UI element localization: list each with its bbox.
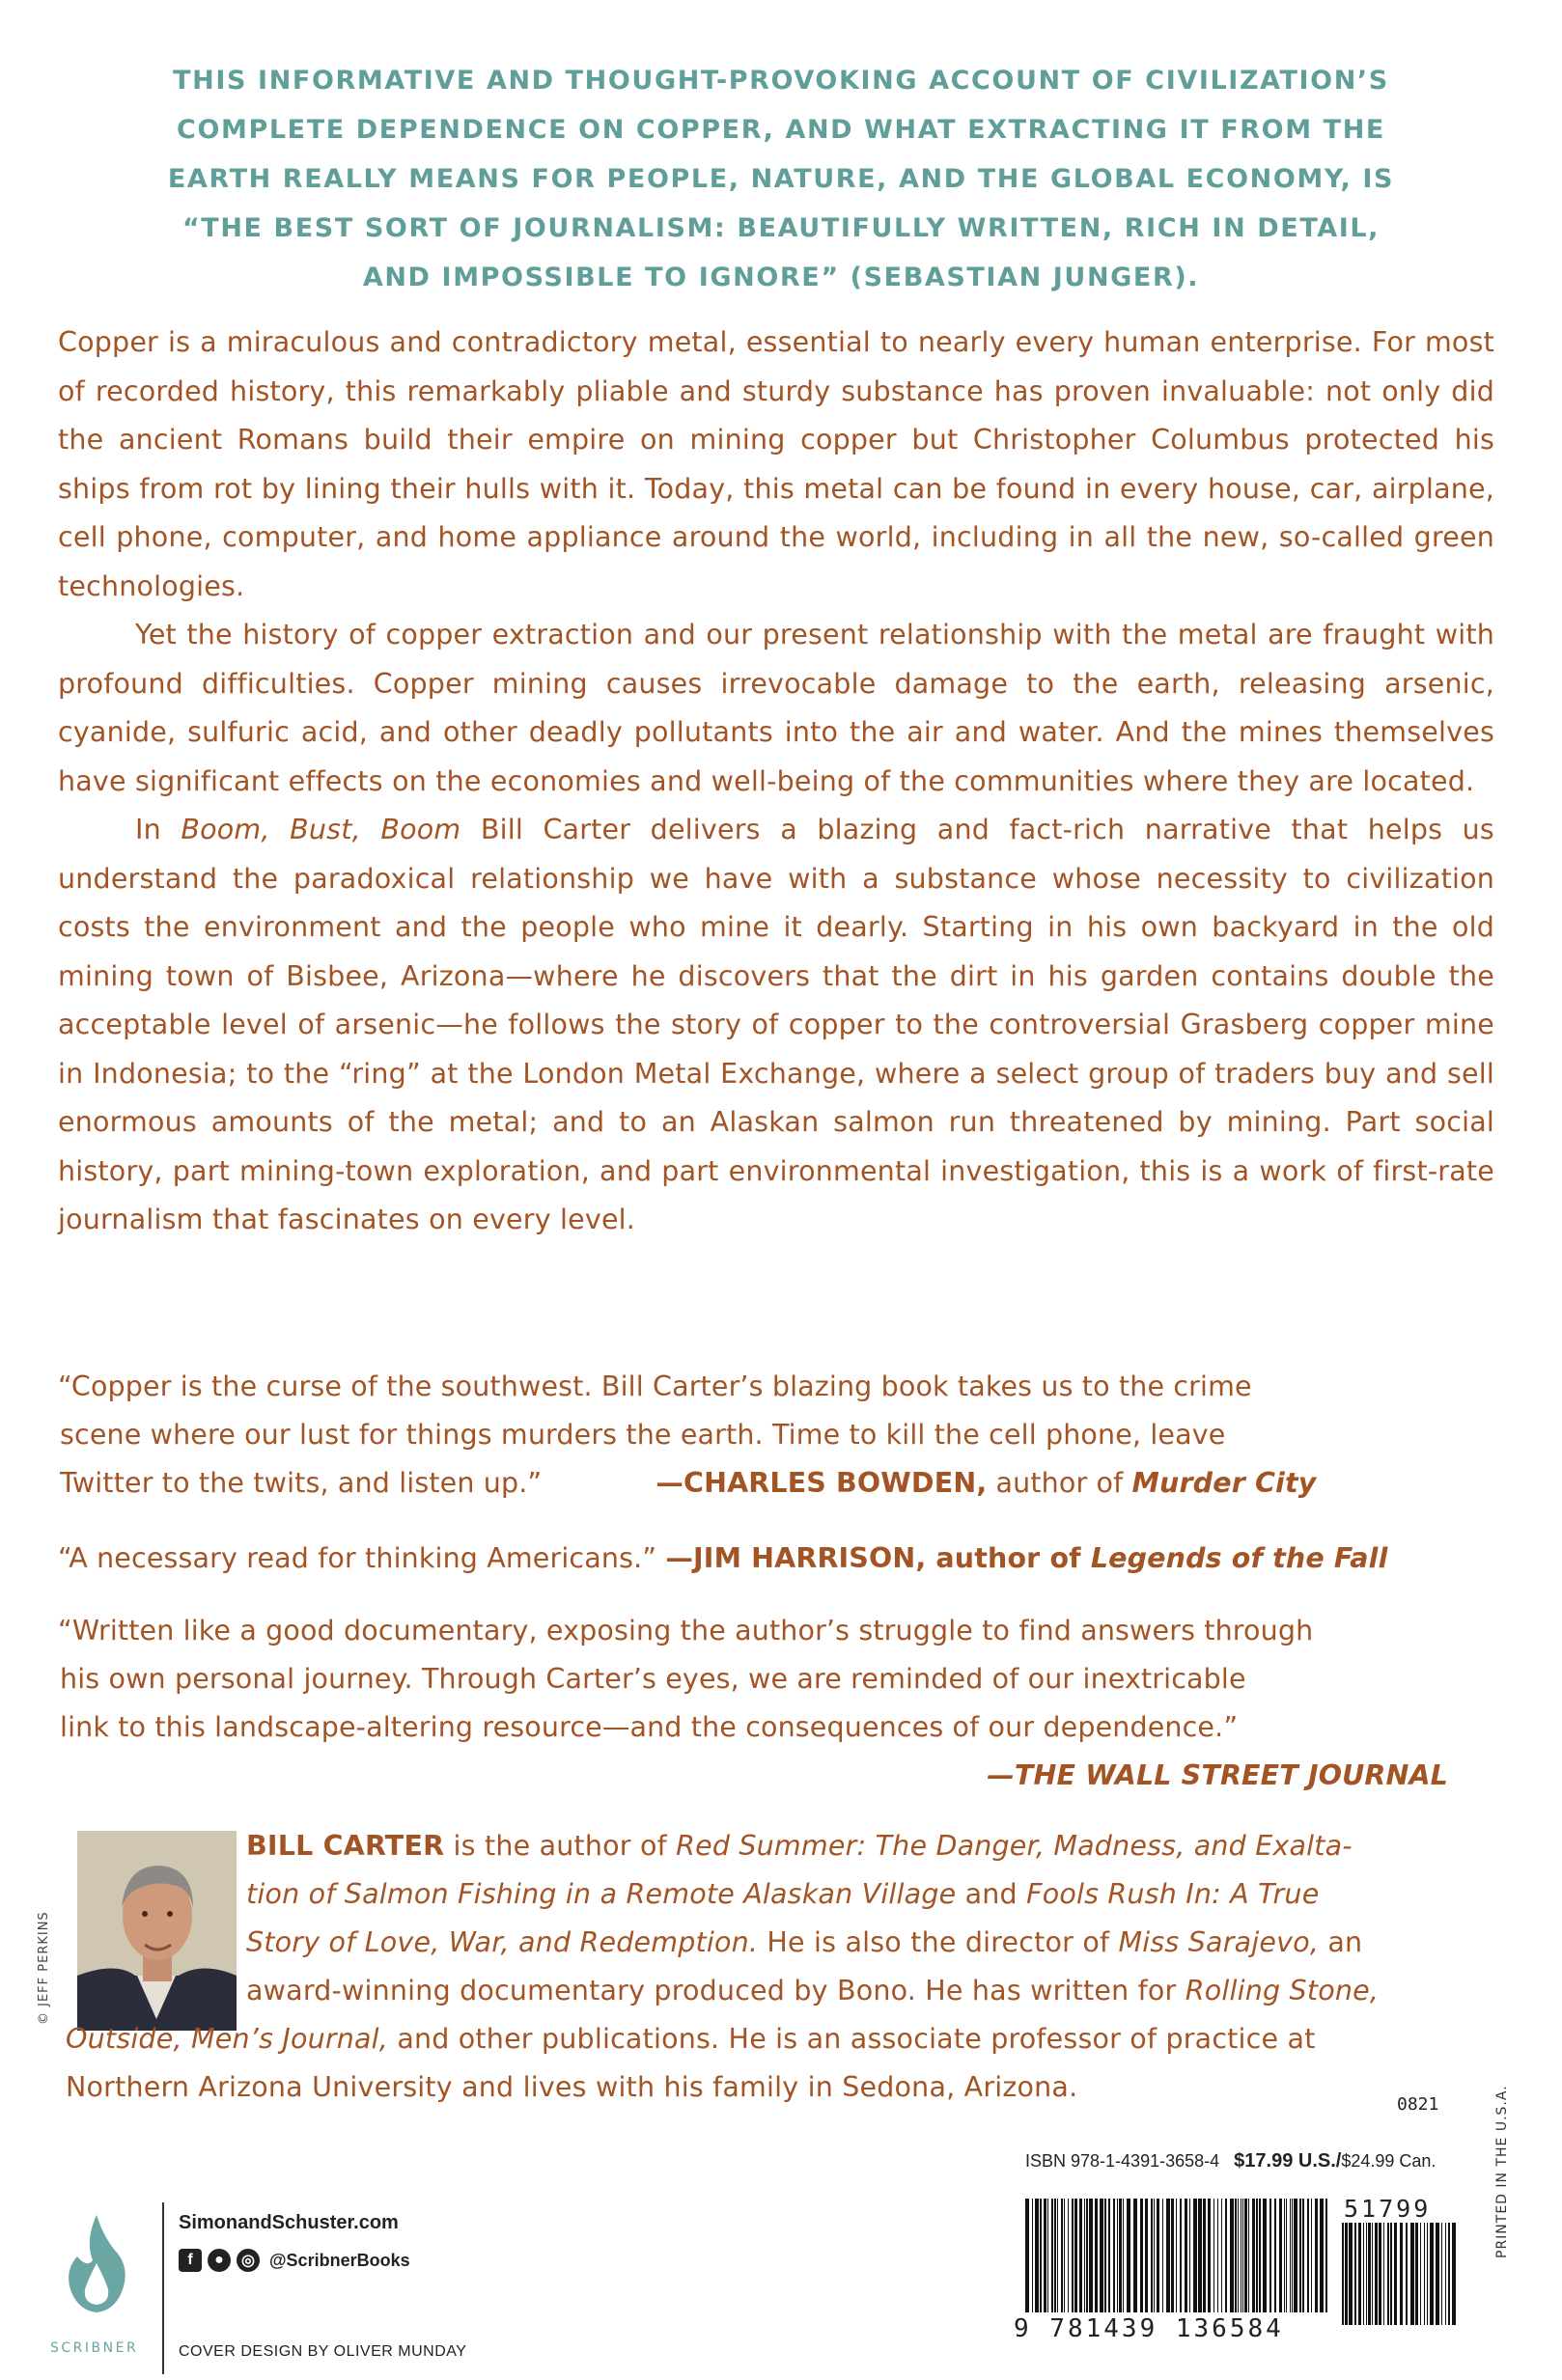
barcode-bar [1358, 2223, 1361, 2325]
barcode-bar [1104, 2199, 1106, 2312]
barcode-bar [1383, 2223, 1384, 2325]
barcode-bar [1242, 2199, 1243, 2312]
publisher-divider [162, 2202, 164, 2374]
barcode-bar [1290, 2199, 1291, 2312]
barcode-bar [1415, 2223, 1418, 2325]
barcode-bar [1427, 2223, 1428, 2325]
barcode-bar [1025, 2199, 1029, 2312]
barcode-bar [1299, 2199, 1301, 2312]
twitter-icon: ● [208, 2249, 231, 2272]
quote-author: —JIM HARRISON, author of [665, 1542, 1091, 1574]
barcode-bar [1171, 2199, 1174, 2312]
barcode-bar [1235, 2199, 1237, 2312]
headline-line: COMPLETE DEPENDENCE ON COPPER, AND WHAT EXTRACTING IT FROM THE [177, 115, 1385, 145]
barcode-bar [1292, 2199, 1293, 2312]
barcode-bar [1189, 2199, 1190, 2312]
bio-line: award-winning documentary produced by Bono. He has written for Rolling Stone, [246, 1975, 1380, 2006]
barcode-bar [1244, 2199, 1247, 2312]
quote-line: Twitter to the twits, and listen up.” —CHARLES BOWDEN, author of Murder City [60, 1467, 1317, 1499]
barcode-bar [1284, 2199, 1285, 2312]
description-paragraph-1: Copper is a miraculous and contradictory metal, essential to nearly every human enterprise. For most of recorded history, this remarkably pliable and sturdy substance has proven invaluable: not only did the ancient Romans build their empire on mining copper but Christopher Columbus protected his ships from rot by lining their hulls with it. Today, this metal can be found in every house, car, airplane, cell phone, computer, and home appliance around the world, including in all the new, so-called green technologies. [58, 326, 1494, 602]
barcode-bar [1133, 2199, 1137, 2312]
barcode-bar [1441, 2223, 1442, 2325]
barcode-bar [1230, 2199, 1234, 2312]
barcode-bar [1151, 2199, 1153, 2312]
quote-line: “Written like a good documentary, exposing the author’s struggle to find answers through [58, 1615, 1314, 1647]
isbn-price-line [1025, 2150, 1436, 2172]
barcode-bar [1057, 2199, 1058, 2312]
barcode-bar [1145, 2199, 1148, 2312]
bio-line: Northern Arizona University and lives with his family in Sedona, Arizona. [66, 2071, 1078, 2103]
barcode-bar [1079, 2199, 1082, 2312]
barcode-bar [1074, 2199, 1077, 2312]
barcode-bar [1203, 2199, 1206, 2312]
barcode-bar [1176, 2199, 1177, 2312]
quote-book: Legends of the Fall [1090, 1542, 1388, 1574]
barcode-bar [1154, 2199, 1155, 2312]
barcode-bar [1248, 2199, 1249, 2312]
barcode-bar [1372, 2223, 1373, 2325]
barcode-bar [1375, 2223, 1378, 2325]
barcode-bar [1068, 2199, 1069, 2312]
barcode-bar [1279, 2199, 1282, 2312]
quote-line: “A necessary read for thinking Americans.” —JIM HARRISON, author of Legends of the Fall [58, 1542, 1388, 1574]
book-description [58, 318, 1494, 1245]
barcode-bar [1325, 2199, 1327, 2312]
social-links [179, 2249, 410, 2272]
barcode-icon [1025, 2199, 1332, 2312]
barcode-bar [1256, 2199, 1258, 2312]
barcode-bar [1221, 2199, 1222, 2312]
barcode-bar [1424, 2223, 1425, 2325]
barcode-bar [1379, 2223, 1381, 2325]
barcode-bar [1198, 2199, 1202, 2312]
price-can: $24.99 Can. [1341, 2151, 1436, 2171]
headline-line: AND IMPOSSIBLE TO IGNORE” (SEBASTIAN JUNGER). [362, 263, 1200, 292]
bio-line: Outside, Men’s Journal, and other publications. He is an associate professor of practice at [66, 2023, 1316, 2055]
author-name: BILL CARTER [246, 1830, 445, 1862]
headline-line: THIS INFORMATIVE AND THOUGHT-PROVOKING ACCOUNT OF CIVILIZATION’S [173, 66, 1389, 96]
barcode-bar [1047, 2199, 1048, 2312]
barcode-bar [1286, 2199, 1287, 2312]
barcode-bar [1061, 2199, 1063, 2312]
author-bio [66, 1822, 1501, 2112]
barcode-bar [1213, 2199, 1214, 2312]
barcode-bar [1054, 2199, 1056, 2312]
author-photo [77, 1831, 237, 2031]
barcode-bar [1064, 2199, 1065, 2312]
quote-line: “Copper is the curse of the southwest. Bill Carter’s blazing book takes us to the crime [58, 1370, 1252, 1402]
barcode-bar [1089, 2199, 1093, 2312]
barcode-bar [1086, 2199, 1088, 2312]
scribner-flame-logo-icon [58, 2210, 135, 2326]
barcode-bar [1217, 2199, 1218, 2312]
barcode-bar [1263, 2199, 1267, 2312]
price-us: $17.99 U.S./ [1234, 2150, 1342, 2172]
barcode-bar [1193, 2199, 1197, 2312]
barcode-bar [1311, 2199, 1312, 2312]
instagram-icon: ◎ [237, 2249, 260, 2272]
barcode-bar [1127, 2199, 1130, 2312]
barcode-bar [1140, 2199, 1143, 2312]
barcode-bar [1410, 2223, 1414, 2325]
barcode-bar [1400, 2223, 1403, 2325]
barcode-bar [1117, 2199, 1118, 2312]
bio-line: BILL CARTER is the author of Red Summer: The Danger, Madness, and Exalta- [246, 1830, 1353, 1862]
blurb-bowden [58, 1363, 1506, 1508]
barcode-bar [1269, 2199, 1271, 2312]
barcode-bar [1307, 2199, 1309, 2312]
barcode-bar [1452, 2223, 1456, 2325]
barcode-bar [1349, 2223, 1353, 2325]
barcode-bar [1448, 2223, 1450, 2325]
barcode-bar [1320, 2199, 1324, 2312]
barcode-bar [1252, 2199, 1255, 2312]
quote-book: Murder City [1131, 1467, 1317, 1499]
quote-source: —THE WALL STREET JOURNAL [987, 1759, 1448, 1791]
publisher-logo-text: SCRIBNER [50, 2340, 139, 2356]
barcode-bar [1032, 2199, 1033, 2312]
barcode-bar [1113, 2199, 1115, 2312]
price-code: 0821 [1397, 2094, 1439, 2115]
barcode-bar [1040, 2199, 1042, 2312]
barcode-bar [1394, 2223, 1397, 2325]
barcode-bar [1051, 2199, 1053, 2312]
barcode-bar [1302, 2199, 1304, 2312]
barcode-bar [1225, 2199, 1227, 2312]
barcode-bar [1185, 2199, 1187, 2312]
barcode-bar [1108, 2199, 1110, 2312]
barcode-bar [1035, 2199, 1039, 2312]
barcode-bar [1072, 2199, 1074, 2312]
quote-author: —CHARLES BOWDEN, [655, 1467, 988, 1499]
cover-headline [39, 56, 1523, 302]
publisher-website: SimonandSchuster.com [179, 2212, 399, 2233]
barcode-bar [1162, 2199, 1163, 2312]
barcode-bar [1315, 2199, 1318, 2312]
headline-line: “THE BEST SORT OF JOURNALISM: BEAUTIFULLY WRITTEN, RICH IN DETAIL, [181, 213, 1381, 243]
barcode-bar [1445, 2223, 1446, 2325]
barcode-bar [1084, 2199, 1085, 2312]
barcode-bar [1363, 2223, 1364, 2325]
printed-in-label: PRINTED IN THE U.S.A. [1494, 2085, 1510, 2258]
barcode-bar [1274, 2199, 1276, 2312]
barcode-bar [1180, 2199, 1182, 2312]
barcode-bar [1406, 2223, 1408, 2325]
blurb-harrison [58, 1535, 1506, 1583]
barcode-bar [1420, 2223, 1421, 2325]
barcode-bar [1294, 2199, 1297, 2312]
headline-line: EARTH REALLY MEANS FOR PEOPLE, NATURE, AND THE GLOBAL ECONOMY, IS [167, 164, 1395, 194]
blurb-wsj [58, 1607, 1506, 1800]
photo-credit: © JEFF PERKINS [37, 1911, 51, 2025]
barcode-bar [1342, 2223, 1344, 2325]
barcode-digits: 9 781439 136584 [1014, 2314, 1284, 2343]
quote-line: scene where our lust for things murders the earth. Time to kill the cell phone, leave [60, 1419, 1226, 1451]
barcode-bar [1354, 2223, 1356, 2325]
barcode-bar [1436, 2223, 1439, 2325]
barcode-bar [1157, 2199, 1159, 2312]
description-paragraph-3: In Boom, Bust, Boom Bill Carter delivers a blazing and fact-rich narrative that helps us understand the paradoxical relationship we have with a substance whose necessity to civilization costs the environment and the people who mine it dearly. Starting in his own backyard in the old mining town of Bisbee, Arizona—where he discovers that the dirt in his garden contains double the acceptable level of arsenic—he follows the story of copper to the controversial Grasberg copper mine in Indonesia; to the “ring” at the London Metal Exchange, where a select group of traders buy and sell enormous amounts of the metal; and to an Alaskan salmon run threatened by mining. Part social history, part mining-town exploration, and part environmental investigation, this is a work of first-rate journalism that fascinates on every level. [58, 814, 1494, 1235]
barcode-bar [1366, 2223, 1367, 2325]
barcode-bar [1166, 2199, 1170, 2312]
barcode-bar [1390, 2223, 1392, 2325]
author-portrait-image [77, 1831, 237, 2031]
barcode-addon-icon [1342, 2223, 1458, 2325]
bio-line: tion of Salmon Fishing in a Remote Alaskan Village and Fools Rush In: A True [246, 1878, 1320, 1910]
barcode-bar [1430, 2223, 1434, 2325]
barcode-bar [1044, 2199, 1046, 2312]
cover-design-credit: COVER DESIGN BY OLIVER MUNDAY [179, 2343, 467, 2360]
book-title: Boom, Bust, Boom [181, 814, 461, 845]
barcode-bar [1345, 2223, 1348, 2325]
quote-line: his own personal journey. Through Carter’s eyes, we are reminded of our inextricable [60, 1663, 1246, 1695]
description-paragraph-2: Yet the history of copper extraction and our present relationship with the metal are fraught with profound difficulties. Copper mining causes irrevocable damage to the earth, releasing arsenic, cyanide, sulfuric acid, and other deadly pollutants into the air and water. And the mines themselves have significant effects on the economies and well-being of the communities where they are located. [58, 619, 1494, 797]
social-handle: @ScribnerBooks [269, 2250, 410, 2270]
barcode-bar [1123, 2199, 1124, 2312]
barcode-bar [1119, 2199, 1122, 2312]
quote-line: link to this landscape-altering resource—and the consequences of our dependence.” [60, 1711, 1239, 1743]
barcode-bar [1238, 2199, 1239, 2312]
barcode-addon-digits: 51799 [1344, 2195, 1432, 2223]
barcode-bar [1100, 2199, 1103, 2312]
barcode-bar [1259, 2199, 1261, 2312]
facebook-icon: f [179, 2249, 202, 2272]
barcode-bar [1368, 2223, 1371, 2325]
barcode-bar [1208, 2199, 1211, 2312]
barcode-bar [1387, 2223, 1389, 2325]
bio-line: Story of Love, War, and Redemption. He is also the director of Miss Sarajevo, an [246, 1926, 1363, 1958]
isbn: ISBN 978-1-4391-3658-4 [1025, 2151, 1220, 2171]
barcode-bar [1095, 2199, 1098, 2312]
